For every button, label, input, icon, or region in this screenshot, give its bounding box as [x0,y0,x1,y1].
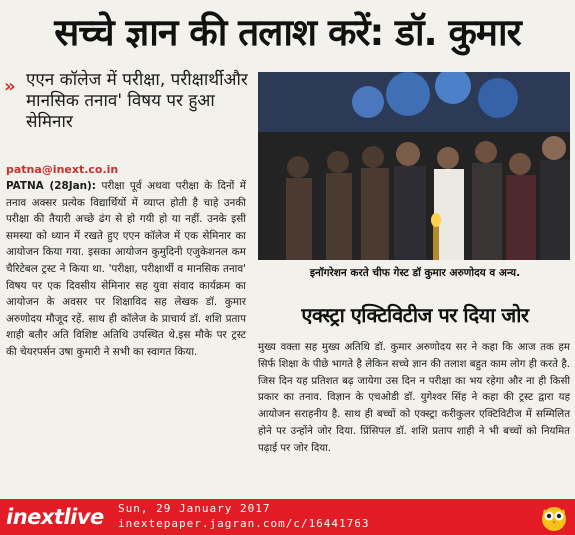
left-article-text: परीक्षा पूर्व अथवा परीक्षा के दिनों में तनाव अक्सर प्रत्येक विद्यार्थियों में व्याप्त होती है चाहे उनकी परीक्षा की तैयारी अच्छे ढंग से हो गयी हो या नहीं. उनके इसी समस्या को ध्यान में रखते हुए एएन कॉलेज में एक सेमिनार का आयोजन किया गया. इसका आयोजन कुमुदिनी एजुकेशनल कम चैरिटेबल ट्रस्ट ने किया था. 'परीक्षा, परीक्षार्थी व मानसिक तनाव' विषय पर एक दिवसीय सेमिनार सह युवा संवाद कार्यक्रम का आयोजन के अवसर पर शिक्षाविद सह लेखक डॉ. कुमार अरुणोदय मौजूद रहें. साथ ही कॉलेज के प्राचार्य डॉ. शशि प्रताप शाही बतौर अति विशिष्ट अतिथि उपस्थित थे.इस मौके पर ट्रस्ट की चेयरपर्सन उषा कुमारी ने सभी का स्वागत किया. [6,180,247,358]
left-article-body [6,178,246,494]
right-article-body: मुख्य वक्ता सह मुख्य अतिथि डॉ. कुमार अरुणोदय सर ने कहा कि आज तक हम सिर्फ शिक्षा के पीछे भागते है लेकिन सच्चे ज्ञान की तलाश बहुत काम लोग ही करते है. जिस दिन यह प्रतिशत बढ़ जायेगा उस दिन न परीक्षा का भय रहेगा और ना ही किसी प्रकार का तनाव. विज्ञान के एचओडी डॉ. युगेश्वर सिंह ने कहा की ट्रस्ट द्वारा यह आयोजन सराहनीय है. साथ ही बच्चों को एक्स्ट्रा करीकुलर एक्टिविटीज में सम्मिलित होने पर उन्होंने जोर दिया. प्रिंसिपल डॉ. शशि प्रताप शाही ने भी बच्चों को नियमित पढ़ाई पर जोर दिया. [258,342,570,454]
publication-date: Sun, 29 January 2017 [118,502,271,515]
page-headline: सच्चे ज्ञान की तलाश करें: डॉ. कुमार [0,0,575,66]
owl-icon [539,502,569,532]
reporter-email[interactable]: patna@inext.co.in [6,163,119,176]
secondary-headline: एक्स्ट्रा एक्टिविटीज पर दिया जोर [301,303,529,327]
photo-caption: इनॉगरेशन करते चीफ गेस्ट डॉ कुमार अरुणोदय व अन्य. [309,267,521,279]
event-photo [258,72,570,260]
double-chevron-right-icon: » [4,76,16,97]
epaper-url[interactable]: inextepaper.jagran.com/c/16441763 [118,517,370,530]
subheading: एएन कॉलेज में परीक्षा, परीक्षार्थीऔर मानसिक तनाव' विषय पर हुआ सेमिनार [26,70,248,132]
dateline: PATNA (28Jan): [6,180,96,192]
inextlive-logo[interactable]: inextlive [6,505,104,529]
footer-bar [0,499,575,535]
